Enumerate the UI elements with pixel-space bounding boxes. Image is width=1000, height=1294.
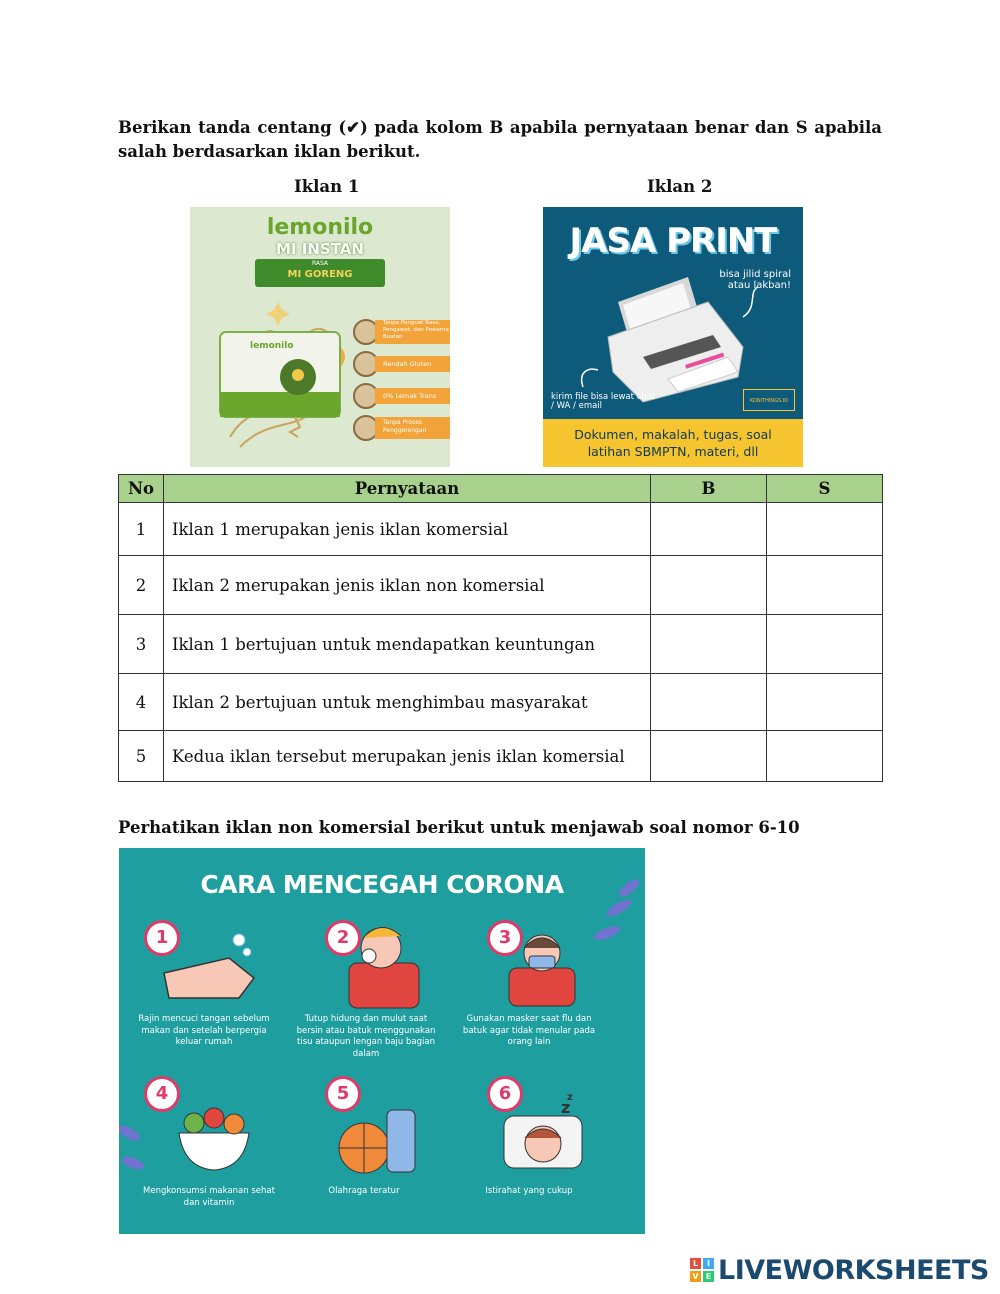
header-s: S — [767, 475, 883, 503]
logo-letter: I — [703, 1258, 714, 1269]
row-number: 2 — [119, 556, 164, 615]
ad1-feature-row — [353, 351, 450, 377]
section-title: Perhatikan iklan non komersial berikut untuk menjawab soal nomor 6-10 — [118, 818, 800, 837]
table-row — [119, 674, 883, 731]
row-statement: Iklan 2 bertujuan untuk menghimbau masyarakat — [164, 674, 651, 731]
row-statement: Iklan 2 merupakan jenis iklan non komersial — [164, 556, 651, 615]
ad1-caption: Iklan 1 — [294, 177, 360, 196]
ad1-ribbon-label: MI GORENG — [287, 269, 353, 280]
answer-cell-s[interactable] — [767, 615, 883, 674]
step-text: Istirahat yang cukup — [485, 1186, 573, 1196]
row-number: 5 — [119, 731, 164, 782]
ad1-feature-row — [353, 383, 450, 409]
table-row — [119, 731, 883, 782]
logo-text: LIVEWORKSHEETS — [718, 1254, 989, 1286]
answer-cell-b[interactable] — [651, 615, 767, 674]
answer-cell-b[interactable] — [651, 503, 767, 556]
answer-cell-s[interactable] — [767, 731, 883, 782]
liveworksheets-logo — [690, 1255, 989, 1285]
header-b: B — [651, 475, 767, 503]
ad1-feature-label: 0% Lemak Trans — [375, 388, 450, 404]
answer-cell-s[interactable] — [767, 674, 883, 731]
row-number: 4 — [119, 674, 164, 731]
row-statement: Kedua iklan tersebut merupakan jenis iklan komersial — [164, 731, 651, 782]
ad1-feature-list — [353, 319, 450, 441]
step-text: Mengkonsumsi makanan sehat dan vitamin — [143, 1186, 275, 1208]
ad2-note: bisa jilid spiral atau lakban! — [719, 269, 791, 291]
answer-cell-b[interactable] — [651, 556, 767, 615]
ad1-feature-label: Rendah Gluten — [375, 356, 450, 372]
step-number-badge: 5 — [325, 1076, 361, 1112]
header-statement: Pernyataan — [164, 475, 651, 503]
ad1-feature-label: Tanpa Proses Penggorengan — [375, 417, 450, 439]
step-number-badge: 1 — [144, 920, 180, 956]
table-row — [119, 503, 883, 556]
step-text: Tutup hidung dan mulut saat bersin atau batuk menggunakan tisu ataupun lengan baju bagian dalam — [296, 1014, 436, 1059]
row-statement: Iklan 1 merupakan jenis iklan komersial — [164, 503, 651, 556]
ad2-banner — [543, 419, 803, 467]
ad1-feature-label: Tanpa Penguat Rasa, Pengawet, dan Pewarna Buatan — [375, 320, 450, 344]
ad2-caption: Iklan 2 — [647, 177, 713, 196]
ad3-image — [119, 848, 645, 1234]
ad1-product: MI INSTAN — [276, 240, 364, 258]
answer-cell-b[interactable] — [651, 731, 767, 782]
ad2-send-note: kirim file bisa lewat chat / WA / email — [551, 392, 656, 411]
logo-letter: E — [703, 1271, 714, 1282]
ad1-image — [190, 207, 450, 467]
ad2-title: JASA PRINT — [569, 221, 777, 261]
instructions-text: Berikan tanda centang (✔) pada kolom B apabila pernyataan benar dan S apabila salah berdasarkan iklan berikut. — [118, 118, 882, 161]
ad3-title: CARA MENCEGAH CORONA — [200, 870, 564, 899]
statements-table — [118, 474, 883, 782]
answer-cell-s[interactable] — [767, 503, 883, 556]
row-number: 3 — [119, 615, 164, 674]
svg-text:z: z — [561, 1098, 571, 1117]
table-header-row — [119, 475, 883, 503]
table-row — [119, 615, 883, 674]
ad2-image — [543, 207, 803, 467]
step-number-badge: 6 — [487, 1076, 523, 1112]
row-number: 1 — [119, 503, 164, 556]
answer-cell-b[interactable] — [651, 674, 767, 731]
ad1-brand: lemonilo — [266, 215, 374, 240]
logo-letter: L — [690, 1258, 701, 1269]
logo-letter: V — [690, 1271, 701, 1282]
logo-grid-icon — [690, 1258, 714, 1282]
step-number-badge: 3 — [487, 920, 523, 956]
step-text: Gunakan masker saat flu dan batuk agar tidak menular pada orang lain — [462, 1014, 596, 1047]
ad2-banner-line2: latihan SBMPTN, materi, dll — [587, 444, 759, 459]
ad1-feature-row — [353, 319, 450, 345]
ad1-mini-brand: lemonilo — [250, 341, 294, 351]
ad1-ribbon-small: RASA — [311, 260, 329, 267]
header-no: No — [119, 475, 164, 503]
step-number-badge: 2 — [325, 920, 361, 956]
svg-text:z: z — [567, 1092, 573, 1103]
table-row — [119, 556, 883, 615]
step-text: Olahraga teratur — [328, 1186, 400, 1196]
ad2-banner-line1: Dokumen, makalah, tugas, soal — [574, 427, 772, 442]
ad2-badge: KONITHINGS.ID — [743, 389, 795, 411]
step-number-badge: 4 — [144, 1076, 180, 1112]
answer-cell-s[interactable] — [767, 556, 883, 615]
ad1-feature-row — [353, 415, 450, 441]
step-text: Rajin mencuci tangan sebelum makan dan setelah berpergia keluar rumah — [138, 1014, 270, 1047]
row-statement: Iklan 1 bertujuan untuk mendapatkan keuntungan — [164, 615, 651, 674]
